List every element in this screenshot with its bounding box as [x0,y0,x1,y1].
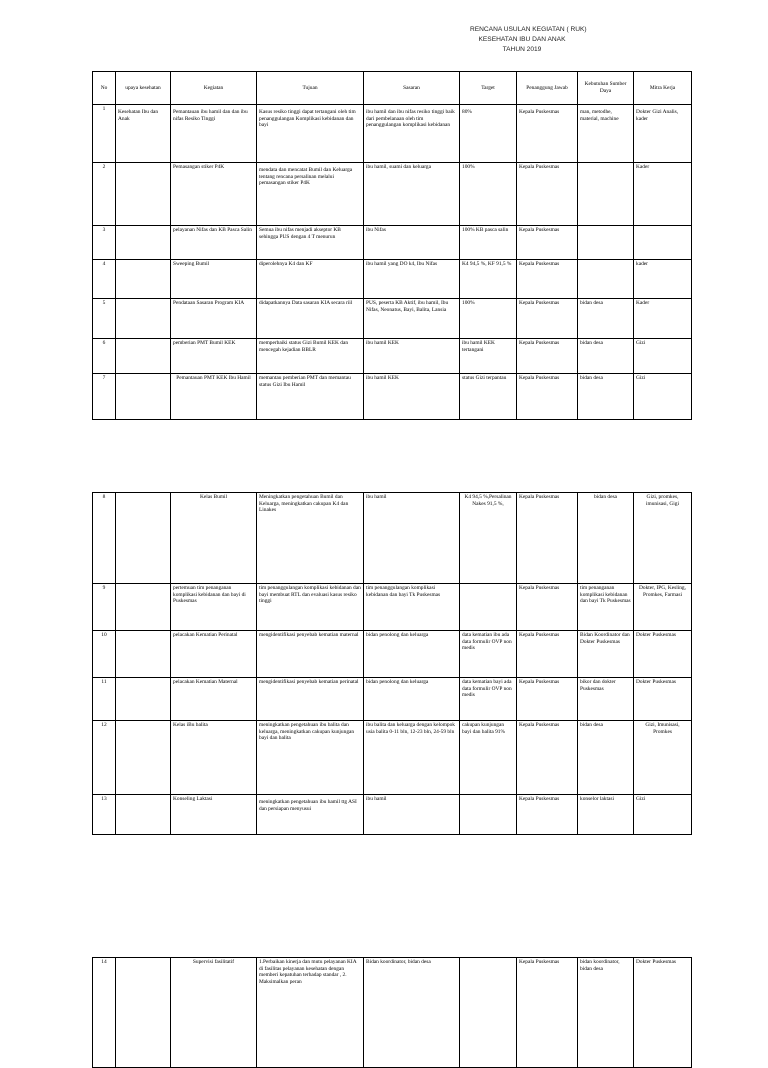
row-mitra: Dokter, IPG, Kesling, Promkes, Farmasi [634,584,692,631]
row-pj: Kepala Puskesmas [517,374,578,420]
row-no: 12 [93,721,116,795]
row-tujuan: Kasus resiko tinggi dapat tertangani oleh tim penanggulangan Komplikasi kebidanan dan bayi [257,105,364,163]
row-tujuan: memantau pemberian PMT dan memantau status Gizi Ibu Hamil [257,374,364,420]
table-row [93,795,692,835]
row-tujuan: mengidentifikasi penyebab kematian perinatal [257,678,364,721]
row-mitra: Gizi, promkes, imunisasi, Gigi [634,493,692,584]
row-target [460,584,517,631]
row-pj: Kepala Puskesmas [517,795,578,835]
row-mitra [634,226,692,260]
col-sasaran-header: Sasaran [364,72,460,105]
row-no: 10 [93,631,116,678]
row-sumber [578,260,634,299]
row-tujuan: diperolehnya K4 dan KF [257,260,364,299]
row-sasaran: ibu hamil, suami dan keluarga [364,163,460,226]
table-header-row [93,72,692,105]
row-target: ibu hamil KEK tertangani [460,339,517,374]
row-kegiatan: Pemantauan ibu hamil dan dan ibu nifas Resiko Tinggi [171,105,257,163]
row-pj: Kepala Puskesmas [517,299,578,339]
row-mitra: Gizi [634,374,692,420]
row-mitra: kader [634,260,692,299]
col-upaya-header: upaya kesehatan [116,72,171,105]
row-mitra: Gizi [634,795,692,835]
row-no: 1 [93,105,116,163]
row-tujuan: mengidentifikasi penyebab kematian maternal [257,631,364,678]
row-sasaran: ibu Nifas [364,226,460,260]
col-sumber-header: Kebutuhan Sumber Daya [578,72,634,105]
row-kegiatan: Pemasangan stiker P4K [171,163,257,226]
row-no: 7 [93,374,116,420]
row-tujuan: didapatkannya Data sasaran KIA secara riil [257,299,364,339]
col-kegiatan-header: Kegiatan [171,72,257,105]
row-tujuan: mendata dan mencatat Bumil dan Keluarga tentang rencana persalinan melalui pemasangan stiker P4K [257,163,364,226]
table-row [93,260,692,299]
row-pj: Kepala Puskesmas [517,958,578,1068]
row-upaya: Kesehatan Ibu dan Anak [116,105,171,163]
row-pj: Kepala Puskesmas [517,584,578,631]
table-row [93,226,692,260]
col-tujuan-header: Tujuan [257,72,364,105]
row-mitra: Dokter Gizi Analis, kader [634,105,692,163]
row-kegiatan: pertemuan tim penanganan komplikasi kebidanan dan bayi di Puskesmas [171,584,257,631]
row-upaya [116,795,171,835]
title-line-2: KESEHATAN IBU DAN ANAK [478,36,566,43]
row-kegiatan: Kelas Bumil [171,493,257,584]
row-target: 100% [460,163,517,226]
row-target: data kematian bayi ada data formulir OVP non medis [460,678,517,721]
row-sumber: bidan desa [578,339,634,374]
row-upaya [116,339,171,374]
row-upaya [116,493,171,584]
row-no: 9 [93,584,116,631]
row-sasaran: ibu hamil dan ibu nifas resiko tinggi baik dari pembelanaan oleh tim penanggulangan komplikasi kebidanan [364,105,460,163]
row-kegiatan: Kelas iBu balita [171,721,257,795]
row-upaya [116,299,171,339]
row-tujuan: Semua ibu nifas menjadi akseptor KB sehingga PUS dengan 4 T menurun [257,226,364,260]
table-row [93,721,692,795]
row-sasaran: ibu hamil [364,493,460,584]
ruk-table-part-2 [92,492,692,835]
row-pj: Kepala Puskesmas [517,260,578,299]
row-target: K4 94,5 %,Persalinan Nakes 91,5 %, [460,493,517,584]
row-sumber: bidan desa [578,374,634,420]
row-no: 13 [93,795,116,835]
row-no: 2 [93,163,116,226]
col-target-header: Target [460,72,517,105]
table-row [93,678,692,721]
row-tujuan: memperbaiki status Gizi Bumil KEK dan mencegah kejadian BBLR [257,339,364,374]
row-target: 80% [460,105,517,163]
row-sumber: bidan desa [578,299,634,339]
row-no: 4 [93,260,116,299]
row-upaya [116,260,171,299]
row-upaya [116,226,171,260]
row-kegiatan: Sweeping Bumil [171,260,257,299]
row-mitra: Gizi [634,339,692,374]
row-no: 3 [93,226,116,260]
row-no: 8 [93,493,116,584]
row-target: status Gizi terpantau [460,374,517,420]
col-mitra-header: Mitra Kerja [634,72,692,105]
row-mitra: Dokter Puskesmas [634,631,692,678]
row-no: 14 [93,958,116,1068]
table-row [93,584,692,631]
row-sumber: bidan desa [578,493,634,584]
row-no: 6 [93,339,116,374]
table-row [93,299,692,339]
row-sumber: bidan desa [578,721,634,795]
table-row [93,163,692,226]
row-sasaran: ibu hamil KEK [364,339,460,374]
table-row [93,958,692,1068]
row-kegiatan: Pendataan Sasaran Program KIA [171,299,257,339]
row-upaya [116,721,171,795]
table-row [93,339,692,374]
row-sumber: tim penanganan komplikasi kebidanan dan bayi Tk Puskesmas [578,584,634,631]
row-target: K4 94,5 %, KF 91,5 % [460,260,517,299]
row-kegiatan: pelacakan Kematian Maternal [171,678,257,721]
row-sasaran: bidan penolong dan keluarga [364,678,460,721]
title-line-3: TAHUN 2019 [502,46,542,53]
row-sumber: bikor dan dokter Puskesmas [578,678,634,721]
row-upaya [116,678,171,721]
row-pj: Kepala Puskesmas [517,163,578,226]
row-target: data kematian ibu ada data formulir OVP non medis [460,631,517,678]
row-mitra: Gizi, Imunisasi, Promkes [634,721,692,795]
row-pj: Kepala Puskesmas [517,631,578,678]
col-no-header: No [93,72,116,105]
row-sasaran: PUS, peserta KB Aktif, ibu hamil, Ibu Nifas, Neonatus, Bayi, Balita, Lansia [364,299,460,339]
table-row [93,493,692,584]
row-tujuan: meningkatkan pengetahuan ibu hamil ttg ASI dan persiapan menyusui [257,795,364,835]
row-mitra: Dokter Puskesmas [634,958,692,1068]
title-line-1: RENCANA USULAN KEGIATAN ( RUK) [470,26,587,33]
row-tujuan: Meningkatkan pengetahuan Bumil dan Keluarga, meningkatkan cakupan K4 dan Linakes [257,493,364,584]
row-upaya [116,958,171,1068]
row-pj: Kepala Puskesmas [517,105,578,163]
row-mitra: Kader [634,299,692,339]
ruk-table-part-3 [92,957,692,1068]
row-upaya [116,163,171,226]
row-no: 5 [93,299,116,339]
row-pj: Kepala Puskesmas [517,493,578,584]
row-pj: Kepala Puskesmas [517,678,578,721]
row-pj: Kepala Puskesmas [517,721,578,795]
row-sasaran: ibu hamil [364,795,460,835]
row-pj: Kepala Puskesmas [517,226,578,260]
table-row [93,631,692,678]
row-target: 100% [460,299,517,339]
row-kegiatan: Supervisi fasilitatif [171,958,257,1068]
row-sumber: bidan koordinator, bidan desa [578,958,634,1068]
row-target: cakupan kunjungan bayi dan balita 91% [460,721,517,795]
row-sumber [578,226,634,260]
row-kegiatan: pemberian PMT Bumil KEK [171,339,257,374]
row-sasaran: ibu hamil yang DO k4, Ibu Nifas [364,260,460,299]
row-kegiatan: Konseling Laktasi [171,795,257,835]
row-sasaran: tim penanggulangan komplikasi kebidanan dan bayi Tk Puskesmas [364,584,460,631]
row-kegiatan: Pemantauan PMT KEK Ibu Hamil [171,374,257,420]
ruk-table-part-1 [92,71,692,420]
row-tujuan: meningkatkan pengetahuan ibu balita dan keluarga, meningkatkan cakupan kunjungan bayi dan balita [257,721,364,795]
row-sumber [578,163,634,226]
row-tujuan: 1.Perbaikan kinerja dan mutu pelayanan KIA di fasilitas pelayanan kesehatan dengan memberi kepatuhan terhadap standar , 2. Maksimalkan peran [257,958,364,1068]
row-target: 100% KB pasca salin [460,226,517,260]
row-mitra: Dokter Puskesmas [634,678,692,721]
row-sumber: Bidan Koordinator dan Dokter Puskesmas [578,631,634,678]
row-sasaran: ibu hamil KEK [364,374,460,420]
row-kegiatan: pelayanan Nifas dan KB Pasca Salin [171,226,257,260]
document-title [0,25,768,65]
row-kegiatan: pelacakan Kematian Perinatal [171,631,257,678]
row-pj: Kepala Puskesmas [517,339,578,374]
row-no: 11 [93,678,116,721]
row-target [460,795,517,835]
row-sasaran: Bidan koordinator, bidan desa [364,958,460,1068]
col-pj-header: Penanggung Jawab [517,72,578,105]
row-target [460,958,517,1068]
row-sumber: man, metodhe, material, machine [578,105,634,163]
row-upaya [116,374,171,420]
row-mitra: Kader [634,163,692,226]
table-row [93,374,692,420]
row-sasaran: ibu balita dan keluarga dengan kelompok usia balita 0-11 bln, 12-23 bln, 24-59 bln [364,721,460,795]
row-upaya [116,631,171,678]
table-row [93,105,692,163]
row-tujuan: tim penanggulangan komplikasi kebidanan dan bayi membuat RTL dan evaluasi kasus resiko tinggi [257,584,364,631]
row-upaya [116,584,171,631]
row-sasaran: bidan penolong dan keluarga [364,631,460,678]
row-sumber: konselor laktasi [578,795,634,835]
